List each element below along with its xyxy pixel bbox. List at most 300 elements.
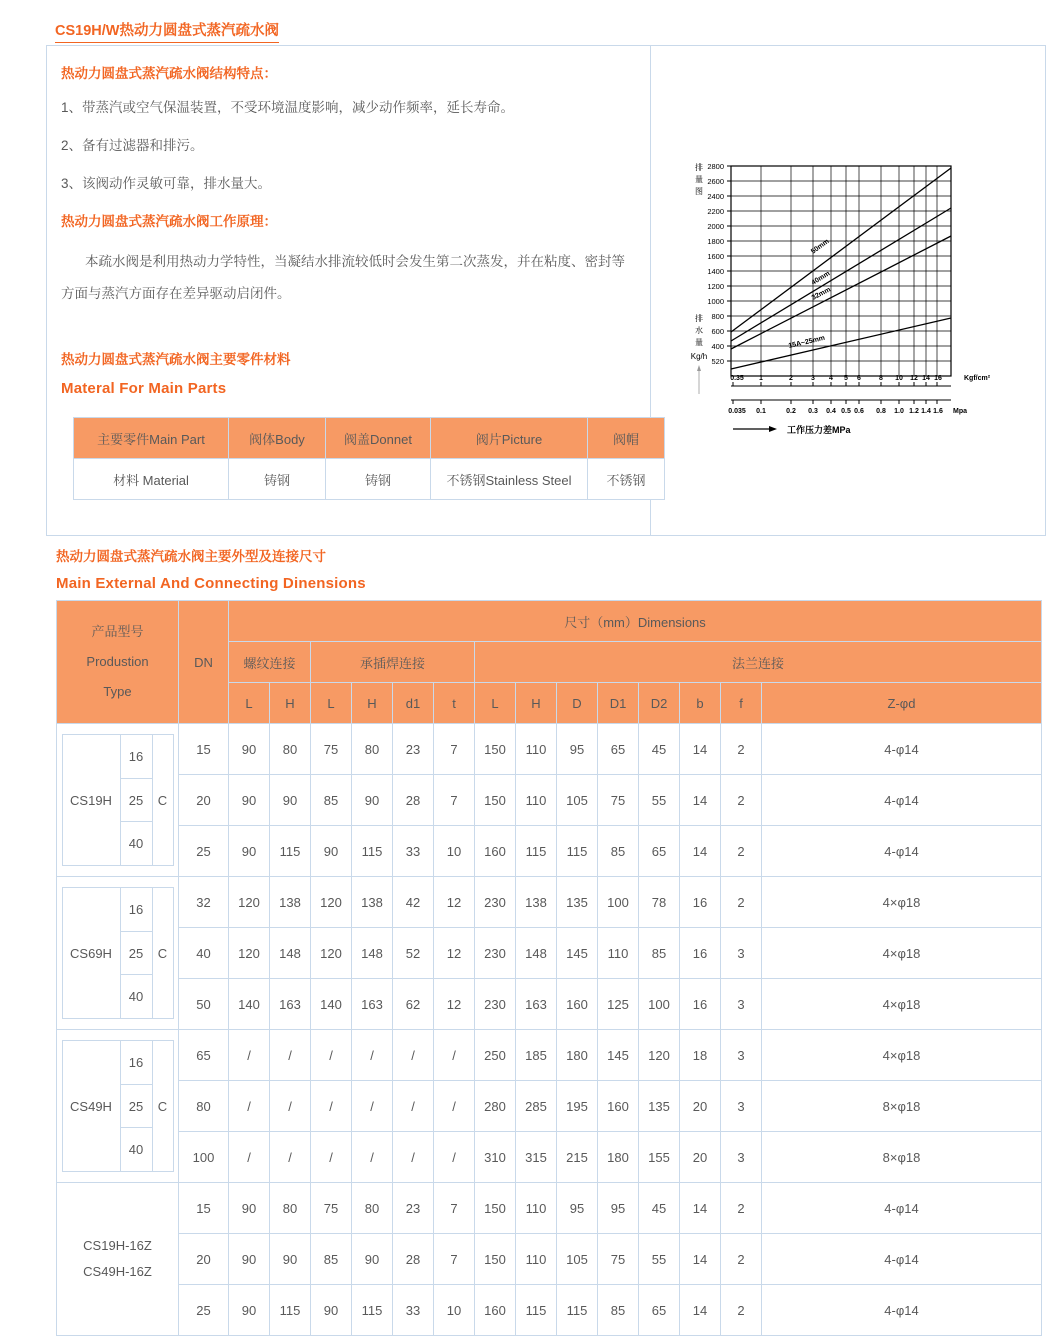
xtick-mpa-4: 0.4 <box>826 408 836 415</box>
cell-flange-d2: 45 <box>639 1183 680 1234</box>
dimensions-section-title-en: Main External And Connecting Dinensions <box>56 575 366 592</box>
cell-flange-d2: 45 <box>639 724 680 775</box>
cell-flange-h: 138 <box>516 877 557 928</box>
table-row <box>57 1183 1042 1234</box>
xtick-mpa-10: 1.4 <box>921 408 931 415</box>
product-model-cell <box>57 877 179 1030</box>
product-pressure-rating-2: 25 <box>121 1084 152 1128</box>
header-dimensions: 尺寸（mm）Dimensions <box>229 601 1042 642</box>
cell-flange-b: 14 <box>680 724 721 775</box>
cell-flange-d1: 180 <box>598 1132 639 1183</box>
cell-flange-d2: 85 <box>639 928 680 979</box>
cell-socket-t: 12 <box>434 979 475 1030</box>
product-model-box <box>62 887 174 1019</box>
cell-socket-l: 120 <box>311 877 352 928</box>
cell-flange-d: 135 <box>557 877 598 928</box>
cell-flange-d1: 65 <box>598 724 639 775</box>
material-col-body: 阀体Body <box>229 418 326 459</box>
xtick-kgf-9: 12 <box>910 375 918 382</box>
table-row <box>57 1234 1042 1285</box>
xtick-mpa-7: 0.8 <box>876 408 886 415</box>
cell-flange-zphid: 4×φ18 <box>762 1030 1042 1081</box>
cell-flange-l: 160 <box>475 826 516 877</box>
series-label-32mm: 32mm <box>810 286 832 302</box>
cell-flange-d: 115 <box>557 826 598 877</box>
cell-flange-b: 20 <box>680 1132 721 1183</box>
cell-flange-d: 95 <box>557 1183 598 1234</box>
cell-flange-l: 310 <box>475 1132 516 1183</box>
cell-flange-b: 18 <box>680 1030 721 1081</box>
xtick-kgf-11: 16 <box>934 375 942 382</box>
cell-flange-f: 2 <box>721 1183 762 1234</box>
cell-flange-f: 2 <box>721 826 762 877</box>
cell-flange-l: 230 <box>475 979 516 1030</box>
table-row <box>57 1030 1042 1081</box>
cell-socket-d1: 33 <box>393 1285 434 1336</box>
cell-flange-h: 163 <box>516 979 557 1030</box>
cell-dn: 25 <box>179 826 229 877</box>
cell-socket-d1: / <box>393 1030 434 1081</box>
cell-flange-d: 145 <box>557 928 598 979</box>
material-cell-cap: 不锈钢 <box>588 459 665 500</box>
xtick-mpa-11: 1.6 <box>933 408 943 415</box>
cell-flange-zphid: 4×φ18 <box>762 877 1042 928</box>
ylabel-arrow-icon <box>697 365 701 394</box>
cell-thread-l: / <box>229 1132 270 1183</box>
cell-socket-d1: 28 <box>393 1234 434 1285</box>
ylabel-unit: Kg/h <box>690 352 708 361</box>
header-col-socket-h: H <box>352 683 393 724</box>
header-col-flange-d: D <box>557 683 598 724</box>
header-group-thread: 螺纹连接 <box>229 642 311 683</box>
cell-dn: 32 <box>179 877 229 928</box>
cell-socket-t: / <box>434 1081 475 1132</box>
ytick-2600: 2600 <box>707 177 724 186</box>
ytick-1400: 1400 <box>707 267 724 276</box>
xtick-mpa-8: 1.0 <box>894 408 904 415</box>
intro-frame <box>46 45 1046 536</box>
product-model-plain <box>57 1233 178 1285</box>
cell-dn: 40 <box>179 928 229 979</box>
table-row <box>57 877 1042 928</box>
cell-dn: 80 <box>179 1081 229 1132</box>
table-row <box>57 1081 1042 1132</box>
material-cell-label: 材料 Material <box>74 459 229 500</box>
cell-flange-f: 2 <box>721 1285 762 1336</box>
product-material-suffix: C <box>157 792 168 808</box>
cell-socket-h: 163 <box>352 979 393 1030</box>
cell-socket-d1: 28 <box>393 775 434 826</box>
cell-dn: 20 <box>179 775 229 826</box>
cell-flange-l: 230 <box>475 928 516 979</box>
cell-thread-l: 90 <box>229 1183 270 1234</box>
table-row <box>57 979 1042 1030</box>
product-model-name: CS69H <box>63 888 121 1018</box>
cell-flange-l: 160 <box>475 1285 516 1336</box>
cell-flange-b: 16 <box>680 979 721 1030</box>
cell-flange-d1: 75 <box>598 775 639 826</box>
series-label-40mm: 40mm <box>810 270 832 287</box>
product-pressure-rating-2: 25 <box>121 778 152 822</box>
cell-flange-zphid: 4-φ14 <box>762 1285 1042 1336</box>
series-label-15a-25mm: 15A~25mm <box>787 334 826 350</box>
cell-socket-l: 85 <box>311 775 352 826</box>
product-pressure-rating-3: 40 <box>121 1127 152 1171</box>
table-row <box>57 1285 1042 1336</box>
cell-flange-b: 20 <box>680 1081 721 1132</box>
cell-flange-d: 215 <box>557 1132 598 1183</box>
ytick-1600: 1600 <box>707 252 724 261</box>
cell-flange-h: 115 <box>516 1285 557 1336</box>
cell-flange-d: 180 <box>557 1030 598 1081</box>
cell-flange-d2: 155 <box>639 1132 680 1183</box>
material-col-main-part: 主要零件Main Part <box>74 418 229 459</box>
cell-flange-b: 14 <box>680 1183 721 1234</box>
xaxis-caption-arrow-icon <box>733 426 777 432</box>
header-col-flange-zphid: Z-φd <box>762 683 1042 724</box>
material-cell-picture: 不锈钢Stainless Steel <box>431 459 588 500</box>
xtick-mpa-9: 1.2 <box>909 408 919 415</box>
cell-thread-h: / <box>270 1132 311 1183</box>
cell-flange-f: 2 <box>721 877 762 928</box>
cell-flange-d1: 110 <box>598 928 639 979</box>
xtick-kgf-6: 6 <box>857 375 861 382</box>
header-col-flange-d1: D1 <box>598 683 639 724</box>
xtick-kgf-4: 4 <box>829 375 833 382</box>
cell-thread-l: 120 <box>229 928 270 979</box>
ytick-1800: 1800 <box>707 237 724 246</box>
cell-flange-l: 150 <box>475 775 516 826</box>
xtick-mpa-5: 0.5 <box>841 408 851 415</box>
cell-socket-d1: 23 <box>393 1183 434 1234</box>
ylabel-char2: 水 <box>695 326 703 335</box>
cell-thread-h: 90 <box>270 1234 311 1285</box>
cell-socket-t: 7 <box>434 775 475 826</box>
cell-flange-h: 148 <box>516 928 557 979</box>
product-pressure-rating-3: 40 <box>121 974 152 1018</box>
cell-thread-l: 140 <box>229 979 270 1030</box>
cell-socket-h: 80 <box>352 724 393 775</box>
cell-flange-d1: 85 <box>598 1285 639 1336</box>
cell-socket-h: / <box>352 1030 393 1081</box>
ytick-1200: 1200 <box>707 282 724 291</box>
cell-thread-l: 90 <box>229 1234 270 1285</box>
ytick-200: 520 <box>711 357 724 366</box>
cell-flange-zphid: 8×φ18 <box>762 1081 1042 1132</box>
cell-flange-l: 250 <box>475 1030 516 1081</box>
cell-flange-f: 3 <box>721 1081 762 1132</box>
material-cell-donnet: 铸钢 <box>326 459 431 500</box>
cell-thread-l: 90 <box>229 826 270 877</box>
cell-flange-zphid: 8×φ18 <box>762 1132 1042 1183</box>
cell-socket-d1: / <box>393 1132 434 1183</box>
cell-flange-d1: 85 <box>598 826 639 877</box>
product-pressure-rating-1: 16 <box>128 1054 144 1070</box>
cell-flange-f: 2 <box>721 1234 762 1285</box>
product-model-name-2: CS49H-16Z <box>83 1264 152 1279</box>
cell-flange-d2: 135 <box>639 1081 680 1132</box>
cell-flange-d: 195 <box>557 1081 598 1132</box>
principle-text: 本疏水阀是利用热动力学特性，当凝结水排流较低时会发生第二次蒸发，并在粘度、密封等方面与蒸汽方面存在差异驱动启闭件。 <box>61 254 625 301</box>
cell-flange-zphid: 4-φ14 <box>762 724 1042 775</box>
product-model-name-1: CS19H-16Z <box>83 1238 152 1253</box>
table-row <box>57 775 1042 826</box>
cell-flange-h: 185 <box>516 1030 557 1081</box>
cell-socket-h: 90 <box>352 1234 393 1285</box>
product-model-cell <box>57 1030 179 1183</box>
header-col-socket-d1: d1 <box>393 683 434 724</box>
page-title <box>55 22 279 43</box>
cell-flange-l: 150 <box>475 724 516 775</box>
cell-socket-l: 85 <box>311 1234 352 1285</box>
header-model <box>57 601 179 724</box>
dimensions-table <box>56 600 1042 1336</box>
product-pressure-rating-2: 25 <box>121 931 152 975</box>
page-title-code: CS19H/W <box>55 23 120 39</box>
cell-flange-d1: 160 <box>598 1081 639 1132</box>
cell-thread-l: 90 <box>229 724 270 775</box>
cell-flange-h: 110 <box>516 1183 557 1234</box>
cell-flange-b: 14 <box>680 1285 721 1336</box>
cell-flange-d: 95 <box>557 724 598 775</box>
cell-flange-l: 150 <box>475 1183 516 1234</box>
cell-dn: 50 <box>179 979 229 1030</box>
xaxis-unit-mpa: Mpa <box>953 408 967 415</box>
cell-socket-h: 80 <box>352 1183 393 1234</box>
material-col-picture: 阀片Picture <box>431 418 588 459</box>
cell-dn: 100 <box>179 1132 229 1183</box>
material-cell-body: 铸钢 <box>229 459 326 500</box>
ylabel-char1: 排 <box>695 314 703 323</box>
cell-flange-d2: 65 <box>639 1285 680 1336</box>
ylabel-char3: 量 <box>695 338 703 347</box>
cell-socket-t: 7 <box>434 1183 475 1234</box>
cell-flange-d: 105 <box>557 775 598 826</box>
xtick-mpa-1: 0.1 <box>756 408 766 415</box>
product-pressure-rating-list <box>121 1041 153 1171</box>
header-model-en1: Produstion <box>86 654 149 669</box>
header-col-socket-t: t <box>434 683 475 724</box>
header-dn: DN <box>179 601 229 724</box>
product-pressure-rating-list <box>121 888 153 1018</box>
cell-flange-h: 110 <box>516 1234 557 1285</box>
cell-flange-zphid: 4-φ14 <box>762 826 1042 877</box>
xtick-kgf-7: 8 <box>879 375 883 382</box>
dimensions-table-body <box>57 724 1042 1336</box>
cell-flange-b: 14 <box>680 775 721 826</box>
cell-thread-h: 90 <box>270 775 311 826</box>
ytick-2200: 2200 <box>707 207 724 216</box>
cell-socket-t: 7 <box>434 724 475 775</box>
cell-thread-h: 115 <box>270 826 311 877</box>
cell-flange-d1: 125 <box>598 979 639 1030</box>
table-row <box>57 1132 1042 1183</box>
ytick-1000: 1000 <box>707 297 724 306</box>
material-table <box>73 417 665 500</box>
cell-thread-h: 80 <box>270 724 311 775</box>
cell-flange-l: 230 <box>475 877 516 928</box>
cell-flange-d1: 75 <box>598 1234 639 1285</box>
cell-flange-f: 2 <box>721 775 762 826</box>
cell-socket-h: 90 <box>352 775 393 826</box>
header-group-flange: 法兰连接 <box>475 642 1042 683</box>
cell-flange-f: 3 <box>721 1030 762 1081</box>
chart-title-char3: 图 <box>695 187 703 196</box>
cell-flange-l: 280 <box>475 1081 516 1132</box>
cell-dn: 25 <box>179 1285 229 1336</box>
header-model-cn: 产品型号 <box>91 624 144 639</box>
cell-flange-b: 14 <box>680 826 721 877</box>
product-model-name: CS49H <box>63 1041 121 1171</box>
cell-socket-t: / <box>434 1132 475 1183</box>
header-col-thread-l: L <box>229 683 270 724</box>
ytick-800: 800 <box>711 312 724 321</box>
feature-item-1: 1、带蒸汽或空气保温装置，不受环境温度影响，减少动作频率，延长寿命。 <box>61 100 515 115</box>
ytick-2000: 2000 <box>707 222 724 231</box>
cell-flange-h: 110 <box>516 775 557 826</box>
cell-thread-l: 90 <box>229 1285 270 1336</box>
cell-flange-b: 16 <box>680 928 721 979</box>
cell-thread-h: 80 <box>270 1183 311 1234</box>
cell-dn: 15 <box>179 724 229 775</box>
product-model-box <box>62 1040 174 1172</box>
features-heading: 热动力圆盘式蒸汽疏水阀结构特点： <box>61 66 277 81</box>
header-col-socket-l: L <box>311 683 352 724</box>
xtick-kgf-1: 1 <box>759 375 763 382</box>
xtick-mpa-2: 0.2 <box>786 408 796 415</box>
capacity-chart <box>661 154 991 444</box>
cell-thread-l: / <box>229 1081 270 1132</box>
ytick-400: 400 <box>711 342 724 351</box>
cell-thread-l: / <box>229 1030 270 1081</box>
cell-flange-h: 285 <box>516 1081 557 1132</box>
cell-flange-zphid: 4-φ14 <box>762 1183 1042 1234</box>
cell-socket-h: 115 <box>352 1285 393 1336</box>
cell-flange-d2: 55 <box>639 775 680 826</box>
cell-socket-d1: 33 <box>393 826 434 877</box>
header-col-flange-d2: D2 <box>639 683 680 724</box>
header-col-flange-l: L <box>475 683 516 724</box>
ytick-2800: 2800 <box>707 162 724 171</box>
cell-flange-d1: 100 <box>598 877 639 928</box>
product-pressure-rating-list <box>121 735 153 865</box>
product-material-suffix: C <box>157 945 168 961</box>
ytick-2400: 2400 <box>707 192 724 201</box>
cell-flange-zphid: 4-φ14 <box>762 775 1042 826</box>
table-row <box>57 724 1042 775</box>
cell-socket-l: 75 <box>311 724 352 775</box>
cell-flange-d2: 65 <box>639 826 680 877</box>
capacity-chart-cell <box>651 46 1046 536</box>
cell-socket-t: 7 <box>434 1234 475 1285</box>
cell-flange-b: 14 <box>680 1234 721 1285</box>
cell-thread-h: / <box>270 1081 311 1132</box>
cell-socket-d1: 42 <box>393 877 434 928</box>
header-group-socket: 承插焊连接 <box>311 642 475 683</box>
material-heading-en: Materal For Main Parts <box>61 380 227 397</box>
cell-flange-d2: 120 <box>639 1030 680 1081</box>
cell-socket-l: / <box>311 1030 352 1081</box>
cell-flange-d2: 100 <box>639 979 680 1030</box>
cell-flange-d: 105 <box>557 1234 598 1285</box>
header-col-flange-h: H <box>516 683 557 724</box>
cell-flange-d: 160 <box>557 979 598 1030</box>
cell-flange-b: 16 <box>680 877 721 928</box>
series-label-50mm: 50mm <box>810 238 831 256</box>
cell-flange-d2: 55 <box>639 1234 680 1285</box>
dimensions-header-row-1 <box>57 601 1042 642</box>
cell-dn: 20 <box>179 1234 229 1285</box>
xtick-kgf-5: 5 <box>844 375 848 382</box>
product-material-suffix: C <box>157 1098 168 1114</box>
principle-heading: 热动力圆盘式蒸汽疏水阀工作原理： <box>61 214 277 229</box>
cell-socket-t: 12 <box>434 877 475 928</box>
cell-socket-l: 140 <box>311 979 352 1030</box>
cell-flange-d: 115 <box>557 1285 598 1336</box>
header-col-flange-f: f <box>721 683 762 724</box>
material-col-donnet: 阀盖Donnet <box>326 418 431 459</box>
table-row <box>57 826 1042 877</box>
product-model-cell <box>57 724 179 877</box>
cell-flange-f: 2 <box>721 724 762 775</box>
cell-socket-h: 138 <box>352 877 393 928</box>
cell-socket-l: 75 <box>311 1183 352 1234</box>
chart-title-char2: 量 <box>695 175 703 184</box>
cell-flange-zphid: 4-φ14 <box>762 1234 1042 1285</box>
xtick-kgf-10: 14 <box>922 375 930 382</box>
xtick-kgf-0: 0.35 <box>730 375 744 382</box>
cell-dn: 65 <box>179 1030 229 1081</box>
product-pressure-rating-3: 40 <box>121 821 152 865</box>
cell-flange-f: 3 <box>721 928 762 979</box>
cell-flange-f: 3 <box>721 1132 762 1183</box>
feature-item-3: 3、该阀动作灵敏可靠，排水量大。 <box>61 176 272 191</box>
product-pressure-rating-1: 16 <box>128 901 144 917</box>
cell-socket-l: 120 <box>311 928 352 979</box>
capacity-chart-svg <box>661 154 991 444</box>
product-model-box <box>62 734 174 866</box>
cell-socket-t: 10 <box>434 826 475 877</box>
table-row <box>57 928 1042 979</box>
cell-flange-d1: 145 <box>598 1030 639 1081</box>
xtick-kgf-3: 3 <box>811 375 815 382</box>
material-col-cap: 阀帽 <box>588 418 665 459</box>
page-title-name: 热动力圆盘式蒸汽疏水阀 <box>119 23 279 39</box>
material-heading-cn: 热动力圆盘式蒸汽疏水阀主要零件材料 <box>61 352 291 367</box>
cell-socket-l: / <box>311 1132 352 1183</box>
cell-flange-f: 3 <box>721 979 762 1030</box>
cell-thread-h: 163 <box>270 979 311 1030</box>
cell-socket-l: / <box>311 1081 352 1132</box>
product-model-name: CS19H <box>63 735 121 865</box>
ytick-600: 600 <box>711 327 724 336</box>
cell-socket-t: / <box>434 1030 475 1081</box>
xtick-kgf-2: 2 <box>789 375 793 382</box>
cell-socket-t: 10 <box>434 1285 475 1336</box>
xtick-mpa-6: 0.6 <box>854 408 864 415</box>
cell-socket-d1: 23 <box>393 724 434 775</box>
cell-socket-d1: 62 <box>393 979 434 1030</box>
material-table-header-row <box>74 418 665 459</box>
cell-flange-h: 110 <box>516 724 557 775</box>
cell-socket-h: 148 <box>352 928 393 979</box>
cell-thread-h: 148 <box>270 928 311 979</box>
cell-flange-d1: 95 <box>598 1183 639 1234</box>
intro-text-cell <box>47 46 651 536</box>
xtick-kgf-8: 10 <box>895 375 903 382</box>
feature-item-2: 2、备有过滤器和排污。 <box>61 138 204 153</box>
header-col-flange-b: b <box>680 683 721 724</box>
